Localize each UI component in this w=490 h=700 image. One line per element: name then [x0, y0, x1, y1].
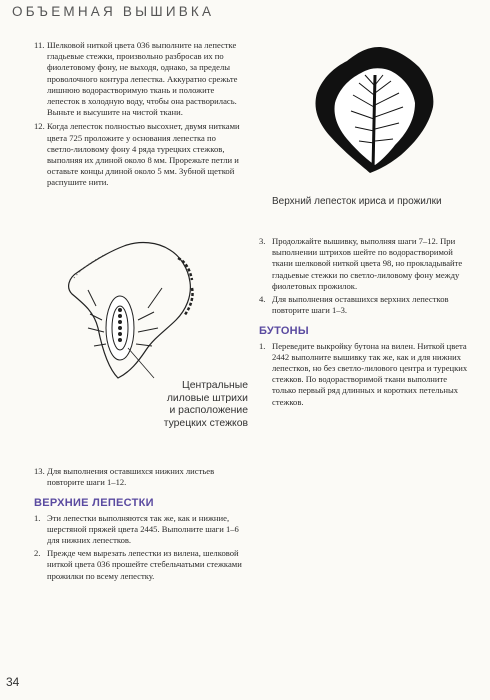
- step-12: [34, 121, 244, 188]
- step-text: Прежде чем вырезать лепестки из вилена, шелковой ниткой цвета 036 прошейте стебельчатыми стежками прожилки по всему лепестку.: [47, 548, 242, 581]
- step-text: Для выполнения оставшихся верхних лепестков повторите шаги 1–3.: [272, 294, 449, 316]
- steps-right-column: [259, 236, 471, 408]
- step-number: 2.: [34, 548, 41, 559]
- step-text: Переведите выкройку бутона на вилен. Ниткой цвета 2442 выполните вышивку так же, как и для нижних лепестков, но без светло-лилового центра и турецких стежков. По водорастворимой ткани выполните только первый ряд длинных и коротких петельных стежков.: [272, 340, 468, 407]
- upper-petals-step-2: [34, 548, 246, 582]
- step-number: 4.: [259, 294, 266, 305]
- upper-petals-step-1: [34, 513, 246, 547]
- step-text: Шелковой ниткой цвета 036 выполните на лепестке гладьевые стежки, произвольно разбросав их по фиолетовому фону, не выходя, однако, за пределы проволочного контура лепестка. Аккуратно срежьте лишнюю водорастворимую ткань и положите лепесток в холодную воду, чтобы она растворилась. Выньте и высушите на чистой ткани.: [47, 40, 238, 118]
- step-text: Эти лепестки выполняются так же, как и нижние, шерстяной пряжей цвета 2445. Выполните шаги 1–6 для нижних лепестков.: [47, 512, 239, 546]
- step-number: 11.: [34, 40, 45, 50]
- step-number: 13.: [34, 466, 45, 476]
- running-header: ОБЪЕМНАЯ ВЫШИВКА: [12, 4, 215, 19]
- page-number: 34: [6, 675, 20, 689]
- step-4: [259, 294, 471, 316]
- step-3: [259, 236, 471, 292]
- lower-petal-figure: [58, 228, 208, 378]
- figure-right-caption: Верхний лепесток ириса и прожилки: [272, 196, 442, 207]
- step-13: [34, 466, 246, 488]
- section-heading-buds: БУТОНЫ: [259, 325, 309, 338]
- buds-step-1: [259, 341, 471, 408]
- step-11: [34, 40, 244, 118]
- step-number: 12.: [34, 121, 45, 132]
- steps-top-column: [34, 40, 244, 189]
- step-number: 1.: [34, 512, 41, 523]
- step-text: Когда лепесток полностью высохнет, двумя нитками цвета 725 проложите у основания лепестка по светло-лиловому фону 4 ряда турецких стежков, выполняя их длиной около 8 мм. Прорежьте петли и оставьте концы длиной около 5 мм. Зубной щеткой распушите нити.: [47, 121, 240, 188]
- step-text: Для выполнения оставшихся нижних листьев повторите шаги 1–12.: [47, 466, 215, 488]
- step-text: Продолжайте вышивку, выполняя шаги 7–12. При выполнении штрихов шейте по водорастворимой ткани шелковой ниткой цвета 98, но прокладывайте гладьевые стежки по светло-лиловому фону между фиолетовых прожилок.: [272, 236, 463, 291]
- steps-bottom-column: [34, 466, 246, 582]
- section-heading-upper-petals: ВЕРХНИЕ ЛЕПЕСТКИ: [34, 497, 154, 510]
- step-number: 3.: [259, 236, 266, 246]
- upper-petal-figure: [295, 35, 445, 185]
- step-number: 1.: [259, 340, 266, 351]
- figure-left-caption: Центральные лиловые штрихи и расположение турецких стежков: [163, 380, 248, 429]
